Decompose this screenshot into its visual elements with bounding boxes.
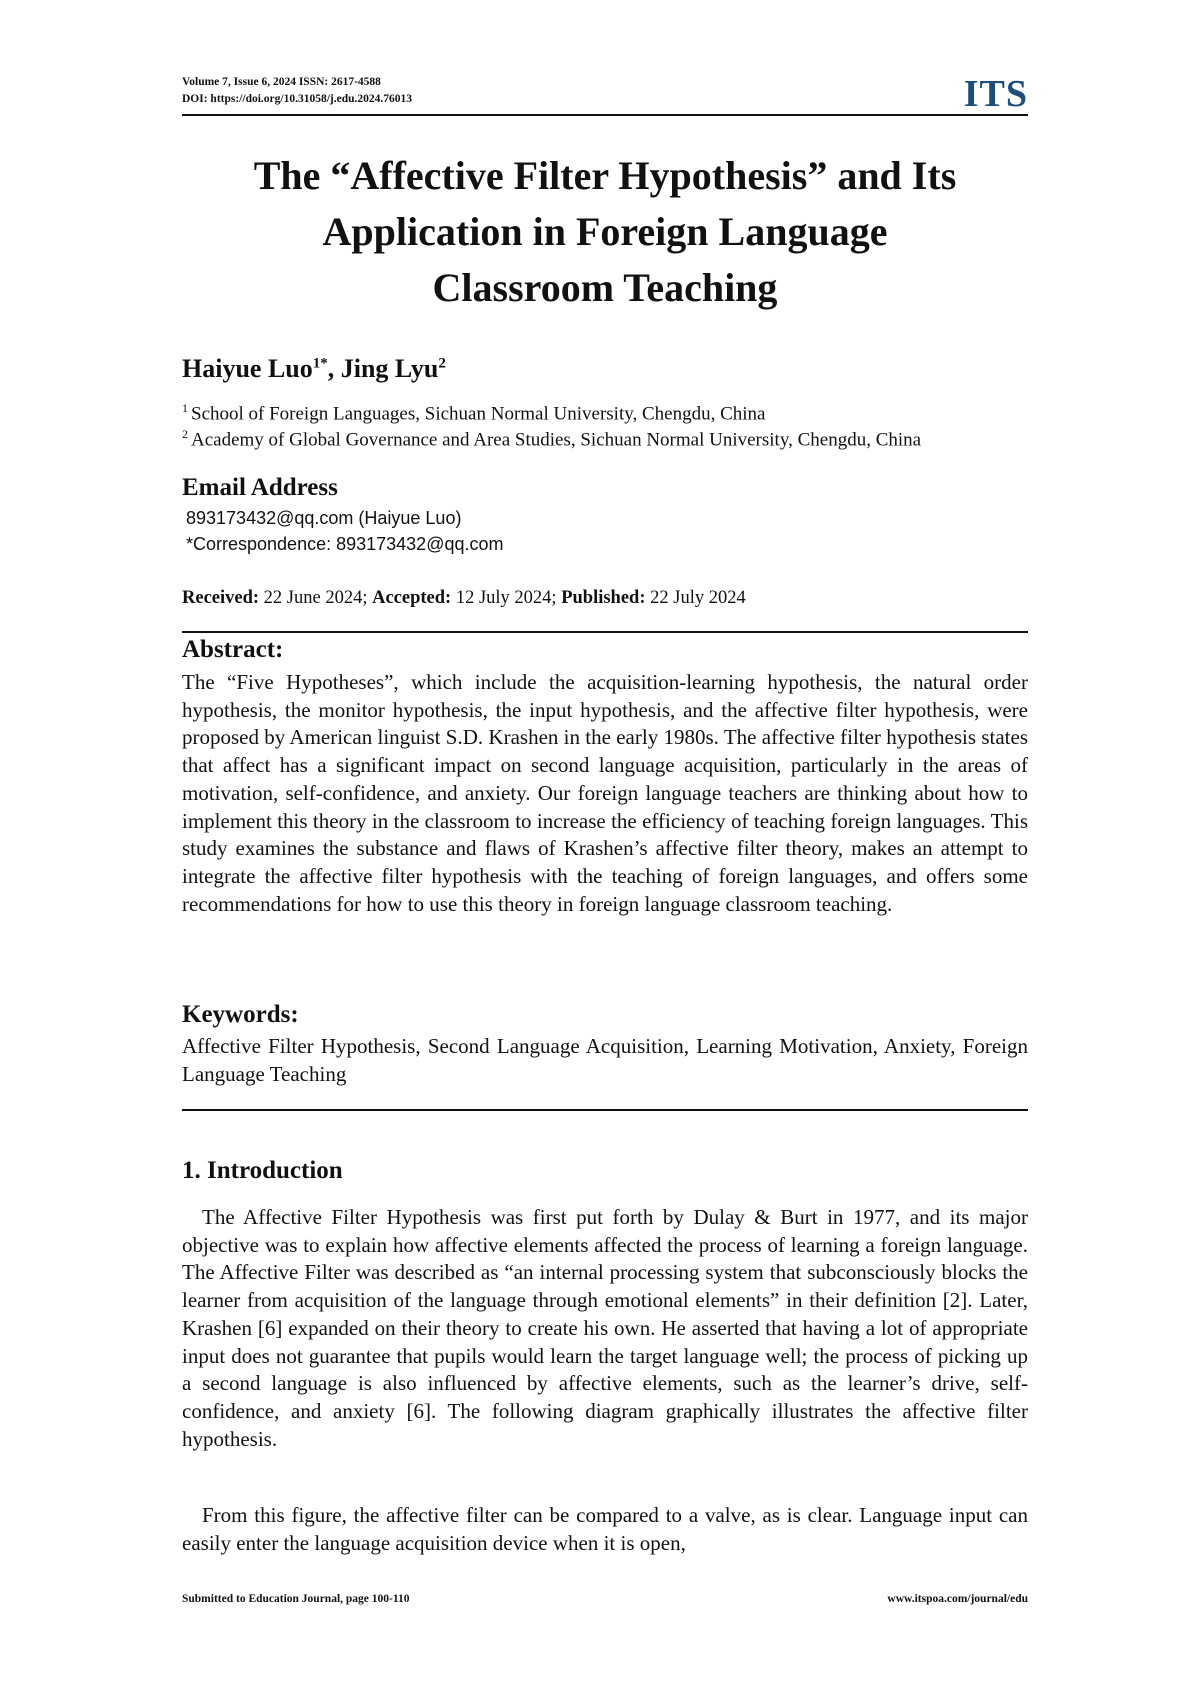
keywords-bottom-rule [182, 1109, 1028, 1111]
title-line-3: Classroom Teaching [432, 265, 778, 310]
author-list [182, 354, 446, 384]
keywords-text: Affective Filter Hypothesis, Second Language Acquisition, Learning Motivation, Anxiety, Foreign Language Teaching [182, 1034, 1028, 1086]
abstract-text: The “Five Hypotheses”, which include the acquisition-learning hypothesis, the natural order hypothesis, the monitor hypothesis, the input hypothesis, and the affective filter hypothesis, were proposed by American linguist S.D. Krashen in the early 1980s. The affective filter hypothesis states that affect has a significant impact on second language acquisition, particularly in the areas of motivation, self-confidence, and anxiety. Our foreign language teachers are thinking about how to implement this theory in the classroom to increase the efficiency of teaching foreign languages. This study examines the substance and flaws of Krashen’s affective filter theory, makes an attempt to integrate the affective filter hypothesis with the teaching of foreign languages, and offers some recommendations for how to use this theory in foreign language classroom teaching. [182, 670, 1028, 916]
email-heading: Email Address [182, 474, 338, 501]
author-1: Haiyue Luo [182, 354, 313, 383]
introduction-heading: 1. Introduction [182, 1157, 343, 1184]
affiliation-1-text: School of Foreign Languages, Sichuan Normal University, Chengdu, China [191, 403, 766, 425]
footer-submission: Submitted to Education Journal, page 100-110 [182, 1593, 410, 1605]
doi-line: DOI: https://doi.org/10.31058/j.edu.2024.76013 [182, 93, 413, 105]
affiliation-1-number: 1 [182, 401, 188, 415]
introduction-paragraph-2: From this figure, the affective filter can be compared to a valve, as is clear. Language input can easily enter the language acquisition device when it is open, [182, 1503, 1028, 1555]
published-date: 22 July 2024 [645, 588, 746, 608]
title-line-1: The “Affective Filter Hypothesis” and Its [253, 153, 957, 198]
author-2-affiliation-mark: 2 [438, 355, 446, 372]
title-line-2: Application in Foreign Language [322, 209, 888, 254]
received-date: 22 June 2024; [259, 588, 373, 608]
abstract-top-rule [182, 631, 1028, 633]
keywords-heading: Keywords: [182, 1001, 299, 1028]
abstract-heading: Abstract: [182, 636, 284, 663]
published-label: Published: [561, 588, 646, 608]
author-separator: , [327, 354, 341, 383]
affiliation-2-text: Academy of Global Governance and Area Studies, Sichuan Normal University, Chengdu, China [191, 429, 922, 451]
email-address-line: 893173432@qq.com (Haiyue Luo) [186, 508, 462, 528]
volume-issn-line: Volume 7, Issue 6, 2024 ISSN: 2617-4588 [182, 76, 381, 88]
affiliation-2 [182, 427, 921, 451]
accepted-date: 12 July 2024; [451, 588, 562, 608]
accepted-label: Accepted: [372, 588, 452, 608]
author-1-affiliation-mark: 1* [312, 355, 328, 372]
footer-website: www.itspoa.com/journal/edu [887, 1593, 1028, 1605]
received-label: Received: [182, 588, 260, 608]
journal-logo: ITS [963, 73, 1028, 115]
affiliation-2-number: 2 [182, 427, 188, 441]
publication-dates [182, 588, 746, 609]
author-2: Jing Lyu [340, 354, 439, 383]
paper-title [182, 148, 1028, 316]
affiliation-1 [182, 401, 765, 425]
introduction-paragraph-1: The Affective Filter Hypothesis was first put forth by Dulay & Burt in 1977, and its major objective was to explain how affective elements affected the process of learning a foreign language. The Affective Filter was described as “an internal processing system that subconsciously blocks the learner from acquisition of the language through emotional elements” in their definition [2]. Later, Krashen [6] expanded on their theory to create his own. He asserted that having a lot of appropriate input does not guarantee that pupils would learn the target language well; the process of picking up a second language is also influenced by affective elements, such as the learner’s drive, self-confidence, and anxiety [6]. The following diagram graphically illustrates the affective filter hypothesis. [182, 1205, 1028, 1451]
journal-header [182, 74, 1028, 116]
correspondence-line: *Correspondence: 893173432@qq.com [186, 534, 504, 554]
